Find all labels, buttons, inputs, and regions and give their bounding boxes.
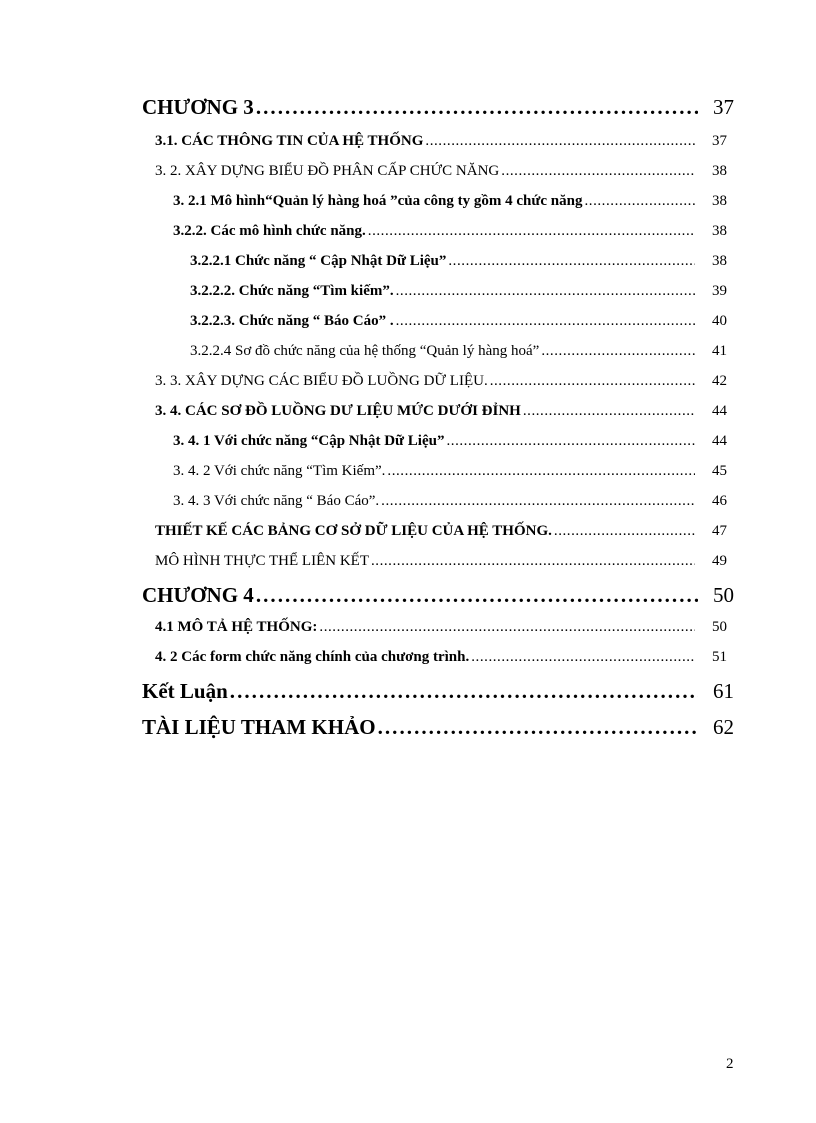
toc-entry-3-2-2-4	[190, 343, 727, 360]
toc-entry-3-2-2-2	[190, 283, 727, 300]
toc-entry-4-1	[155, 619, 727, 636]
toc-entry-label: 3.2.2.4 Sơ đồ chức năng của hệ thống “Quản lý hàng hoá”	[190, 343, 540, 359]
dot-leader	[501, 163, 695, 180]
toc-entry-page: 37	[713, 95, 734, 119]
toc-entry-label: 3.2.2.3. Chức năng “ Báo Cáo” .	[190, 313, 394, 329]
toc-entry-label: CHƯƠNG 3	[142, 95, 254, 119]
toc-entry-3-4	[155, 403, 727, 420]
dot-leader	[256, 95, 698, 120]
toc-entry-page: 50	[712, 619, 727, 635]
dot-leader	[396, 283, 695, 300]
toc-entry-label: 3. 3. XÂY DỰNG CÁC BIỂU ĐỒ LUỒNG DỮ LIỆU.	[155, 373, 488, 389]
toc-entry-chapter-3	[142, 95, 734, 120]
toc-entry-chapter-4	[142, 583, 734, 608]
toc-entry-3-4-3	[173, 493, 727, 510]
dot-leader	[448, 253, 695, 270]
toc-entry-page: 42	[712, 373, 727, 389]
dot-leader	[490, 373, 695, 390]
toc-entry-3-2-2-1	[190, 253, 727, 270]
toc-entry-database-design	[155, 523, 727, 540]
toc-entry-page: 62	[713, 715, 734, 739]
toc-entry-page: 40	[712, 313, 727, 329]
dot-leader	[381, 493, 695, 510]
toc-entry-page: 39	[712, 283, 727, 299]
toc-entry-page: 38	[712, 253, 727, 269]
toc-entry-references	[142, 715, 734, 740]
dot-leader	[471, 649, 695, 666]
toc-entry-label: TÀI LIỆU THAM KHẢO	[142, 715, 376, 739]
dot-leader	[371, 553, 695, 570]
toc-entry-page: 49	[712, 553, 727, 569]
toc-entry-entity-model	[155, 553, 727, 570]
dot-leader	[425, 133, 695, 150]
dot-leader	[584, 193, 695, 210]
dot-leader	[554, 523, 695, 540]
toc-entry-label: 3. 2.1 Mô hình“Quản lý hàng hoá ”của công ty gồm 4 chức năng	[173, 193, 583, 209]
toc-entry-3-3	[155, 373, 727, 390]
toc-entry-page: 45	[712, 463, 727, 479]
page-number: 2	[726, 1056, 734, 1072]
toc-entry-page: 47	[712, 523, 727, 539]
toc-entry-page: 44	[712, 403, 727, 419]
toc-entry-label: 3.2.2.1 Chức năng “ Cập Nhật Dữ Liệu”	[190, 253, 447, 269]
toc-entry-conclusion	[142, 679, 734, 704]
toc-entry-3-2-2-3	[190, 313, 727, 330]
toc-entry-page: 38	[712, 163, 727, 179]
toc-entry-page: 50	[713, 583, 734, 607]
toc-entry-3-2-2	[173, 223, 727, 240]
dot-leader	[396, 313, 695, 330]
toc-entry-4-2	[155, 649, 727, 666]
toc-entry-label: Kết Luận	[142, 679, 228, 703]
toc-entry-3-4-1	[173, 433, 727, 450]
toc-entry-label: 3. 4. 1 Với chức năng “Cập Nhật Dữ Liệu”	[173, 433, 445, 449]
dot-leader	[230, 679, 698, 704]
dot-leader	[387, 463, 695, 480]
toc-entry-3-2-1	[173, 193, 727, 210]
dot-leader	[256, 583, 698, 608]
toc-entry-page: 44	[712, 433, 727, 449]
dot-leader	[368, 223, 695, 240]
toc-entry-label: 3. 2. XÂY DỰNG BIỂU ĐỒ PHÂN CẤP CHỨC NĂNG	[155, 163, 500, 179]
toc-entry-label: THIẾT KẾ CÁC BẢNG CƠ SỞ DỮ LIỆU CỦA HỆ THỐNG.	[155, 523, 552, 539]
toc-entry-page: 51	[712, 649, 727, 665]
toc-entry-page: 37	[712, 133, 727, 149]
toc-entry-label: 3.1. CÁC THÔNG TIN CỦA HỆ THỐNG	[155, 133, 424, 149]
toc-entry-label: MÔ HÌNH THỰC THỂ LIÊN KẾT	[155, 553, 369, 569]
toc-entry-label: 3.2.2.2. Chức năng “Tìm kiếm”.	[190, 283, 394, 299]
toc-entry-3-1	[155, 133, 727, 150]
toc-entry-page: 38	[712, 193, 727, 209]
toc-entry-3-2	[155, 163, 727, 180]
toc-entry-page: 41	[712, 343, 727, 359]
toc-entry-page: 61	[713, 679, 734, 703]
toc-entry-3-4-2	[173, 463, 727, 480]
dot-leader	[446, 433, 695, 450]
toc-entry-label: 3.2.2. Các mô hình chức năng.	[173, 223, 366, 239]
toc-entry-page: 38	[712, 223, 727, 239]
toc-entry-page: 46	[712, 493, 727, 509]
toc-entry-label: 3. 4. 2 Với chức năng “Tìm Kiếm”.	[173, 463, 386, 479]
dot-leader	[523, 403, 695, 420]
dot-leader	[541, 343, 695, 360]
toc-entry-label: 4.1 MÔ TẢ HỆ THỐNG:	[155, 619, 318, 635]
toc-entry-label: 3. 4. 3 Với chức năng “ Báo Cáo”.	[173, 493, 380, 509]
toc-entry-label: 4. 2 Các form chức năng chính của chương trình.	[155, 649, 470, 665]
toc-entry-label: CHƯƠNG 4	[142, 583, 254, 607]
toc-entry-label: 3. 4. CÁC SƠ ĐỒ LUỒNG DƯ LIỆU MỨC DƯỚI ĐỈNH	[155, 403, 521, 419]
dot-leader	[378, 715, 698, 740]
dot-leader	[319, 619, 695, 636]
